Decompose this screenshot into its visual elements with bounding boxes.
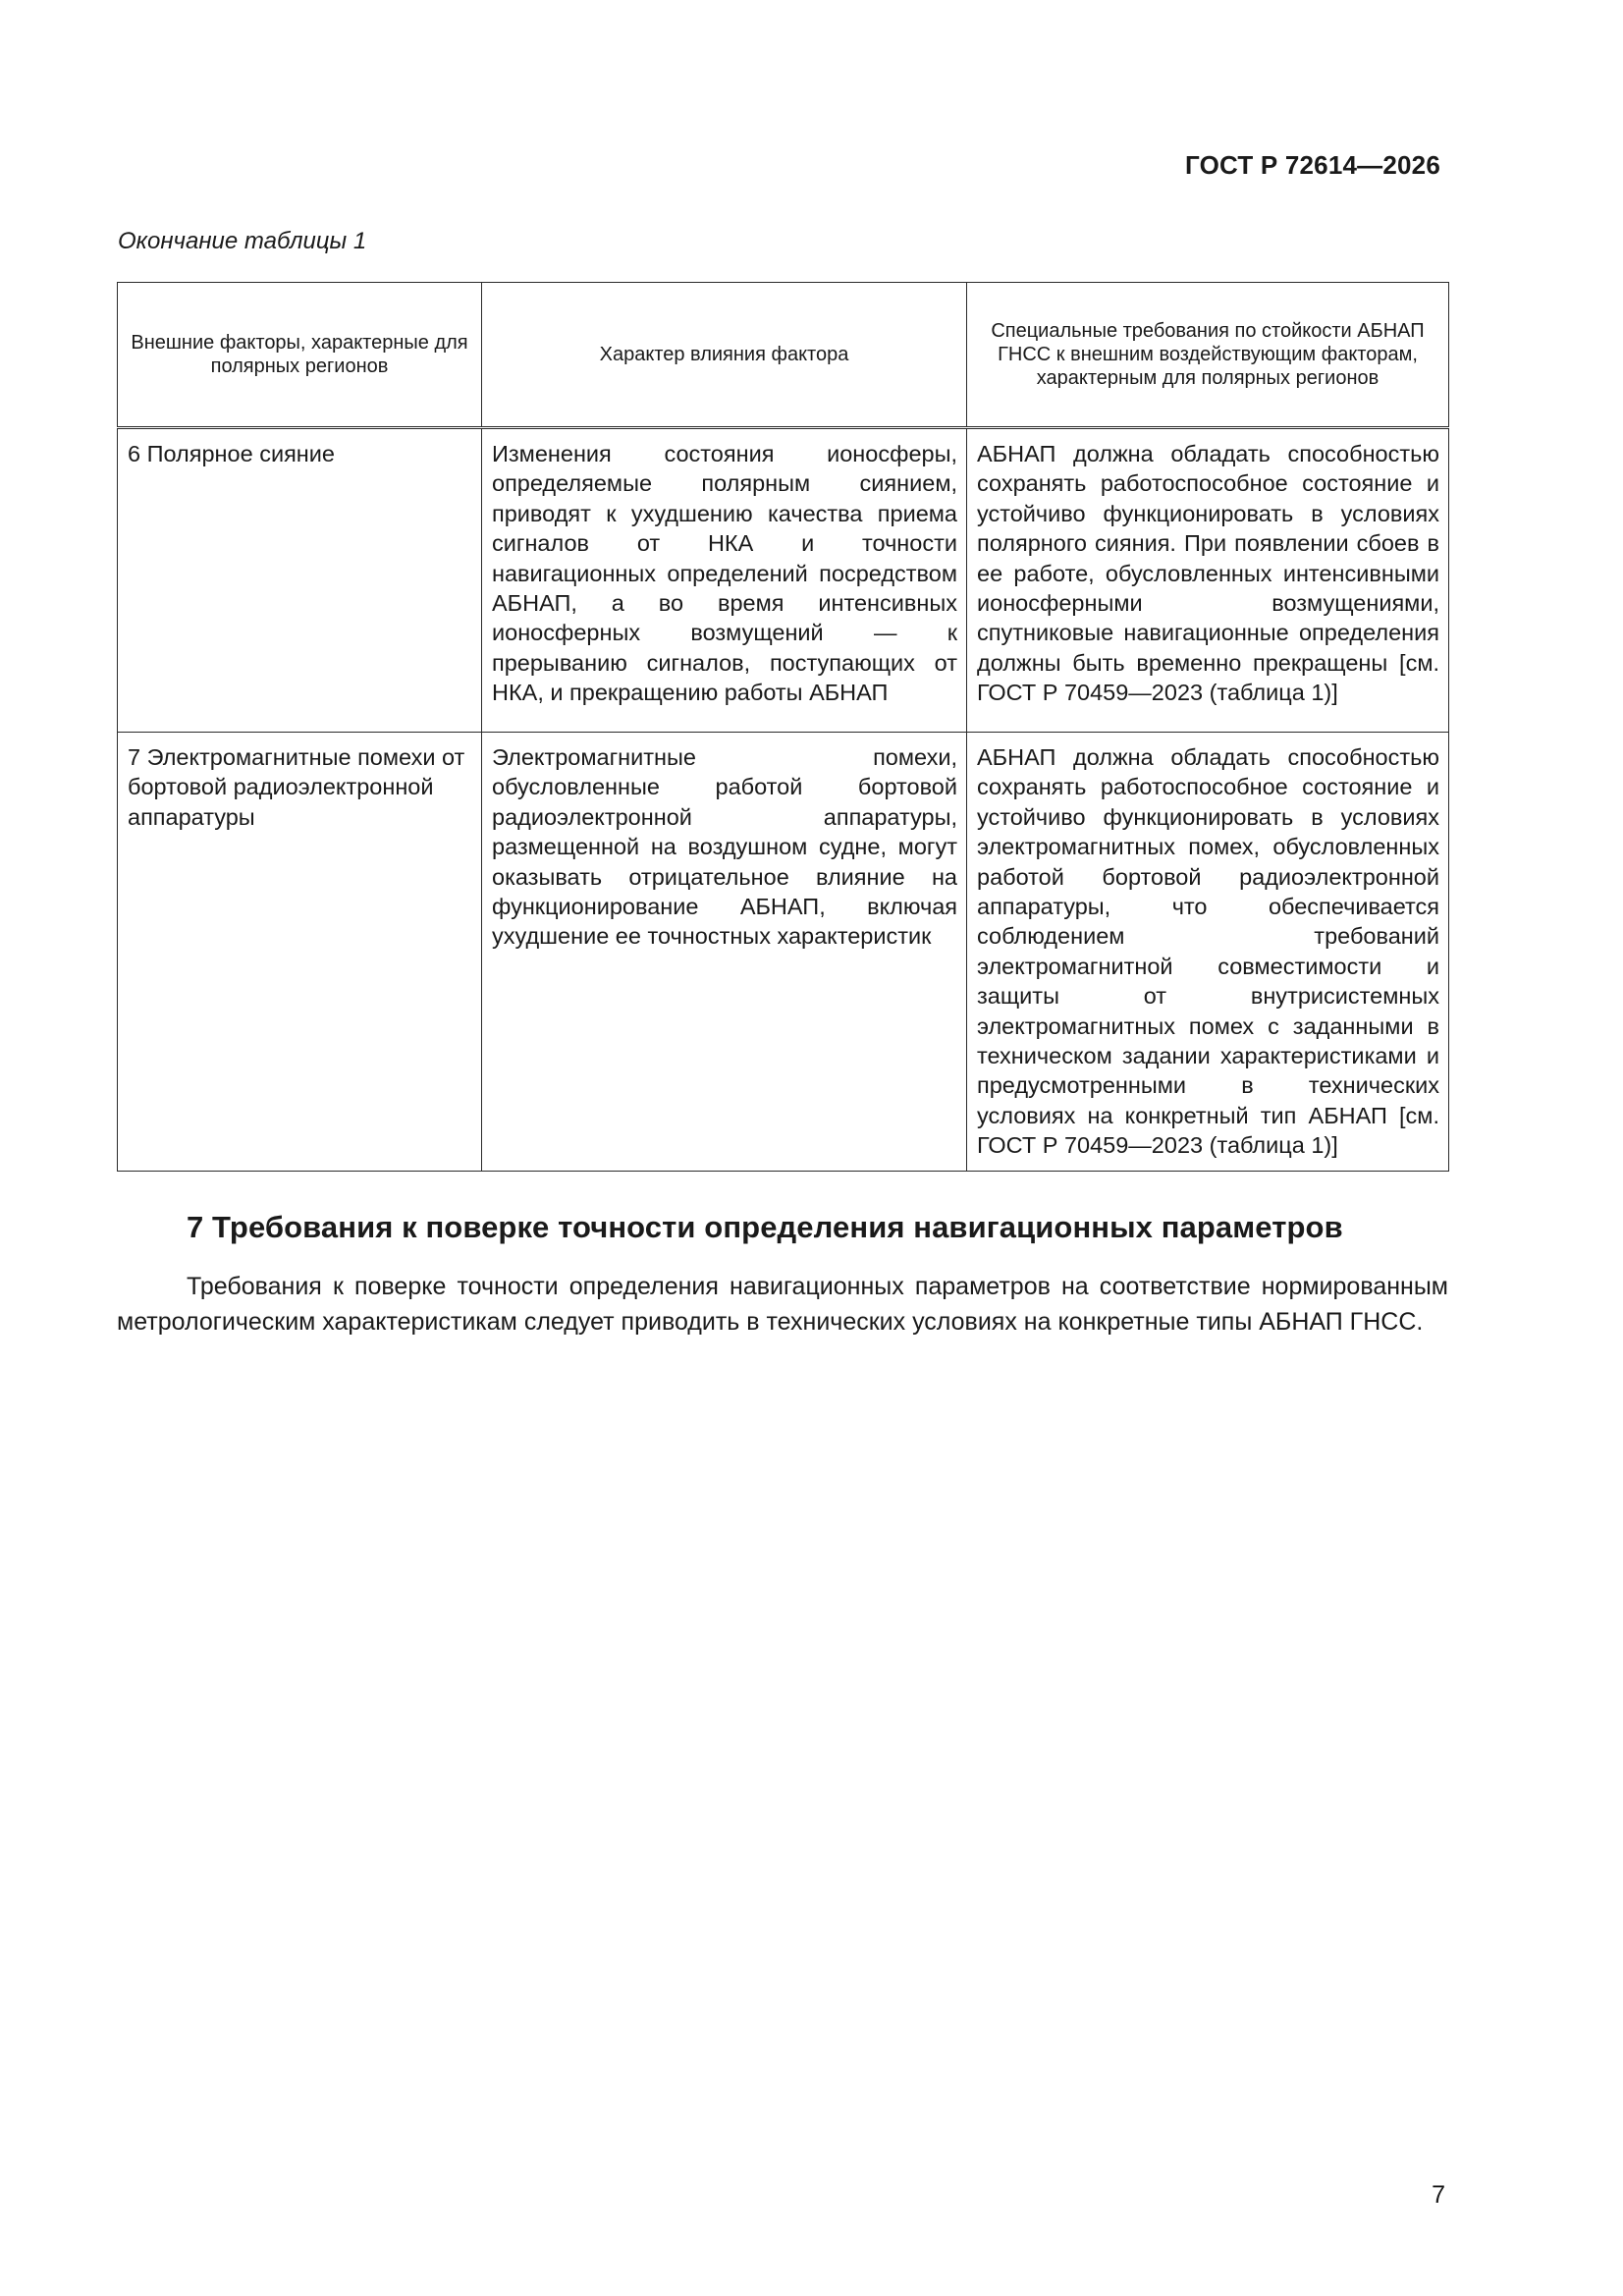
table-row [118,733,1449,1172]
effect-cell: Изменения состояния ионосферы, определяемые полярным сиянием, приводят к ухудшению качества приема сигналов от НКА и точности навигационных определений посредством АБНАП, а во время интенсивных ионосферных возмущений — к прерыванию сигналов, поступающих от НКА, и прекращению работы АБНАП [482,428,967,733]
page-number: 7 [1432,2181,1445,2209]
document-number-header: ГОСТ Р 72614—2026 [1185,150,1440,180]
requirements-table [117,282,1449,1172]
factor-cell: 6 Полярное сияние [118,428,482,733]
column-header-factors: Внешние факторы, характерные для полярных регионов [118,283,482,428]
factor-cell: 7 Электромагнитные помехи от бортовой радиоэлектронной аппаратуры [118,733,482,1172]
effect-cell: Электромагнитные помехи, обусловленные работой бортовой радиоэлектронной аппаратуры, размещенной на воздушном судне, могут оказывать отрицательное влияние на функционирование АБНАП, включая ухудшение ее точностных характеристик [482,733,967,1172]
requirement-cell: АБНАП должна обладать способностью сохранять работоспособное состояние и устойчиво функционировать в условиях электромагнитных помех, обусловленных работой бортовой радиоэлектронной аппаратуры, что обеспечивается соблюдением требований электромагнитной совместимости и защиты от внутрисистемных электромагнитных помех с заданными в техническом задании характеристиками и предусмотренными в технических условиях на конкретный тип АБНАП [см. ГОСТ Р 70459—2023 (таблица 1)] [967,733,1449,1172]
column-header-requirements: Специальные требования по стойкости АБНАП ГНСС к внешним воздействующим факторам, характерным для полярных регионов [967,283,1449,428]
table-caption: Окончание таблицы 1 [118,228,367,254]
section-heading: 7 Требования к поверке точности определения навигационных параметров [187,1210,1343,1244]
table-row [118,428,1449,733]
section-paragraph: Требования к поверке точности определения навигационных параметров на соответствие нормированным метрологическим характеристикам следует приводить в технических условиях на конкретные типы АБНАП ГНСС. [117,1273,1448,1336]
table-header-row [118,283,1449,428]
requirement-cell: АБНАП должна обладать способностью сохранять работоспособное состояние и устойчиво функционировать в условиях полярного сияния. При появлении сбоев в ее работе, обусловленных интенсивными ионосферными возмущениями, спутниковые навигационные определения должны быть временно прекращены [см. ГОСТ Р 70459—2023 (таблица 1)] [967,428,1449,733]
column-header-effect: Характер влияния фактора [482,283,967,428]
